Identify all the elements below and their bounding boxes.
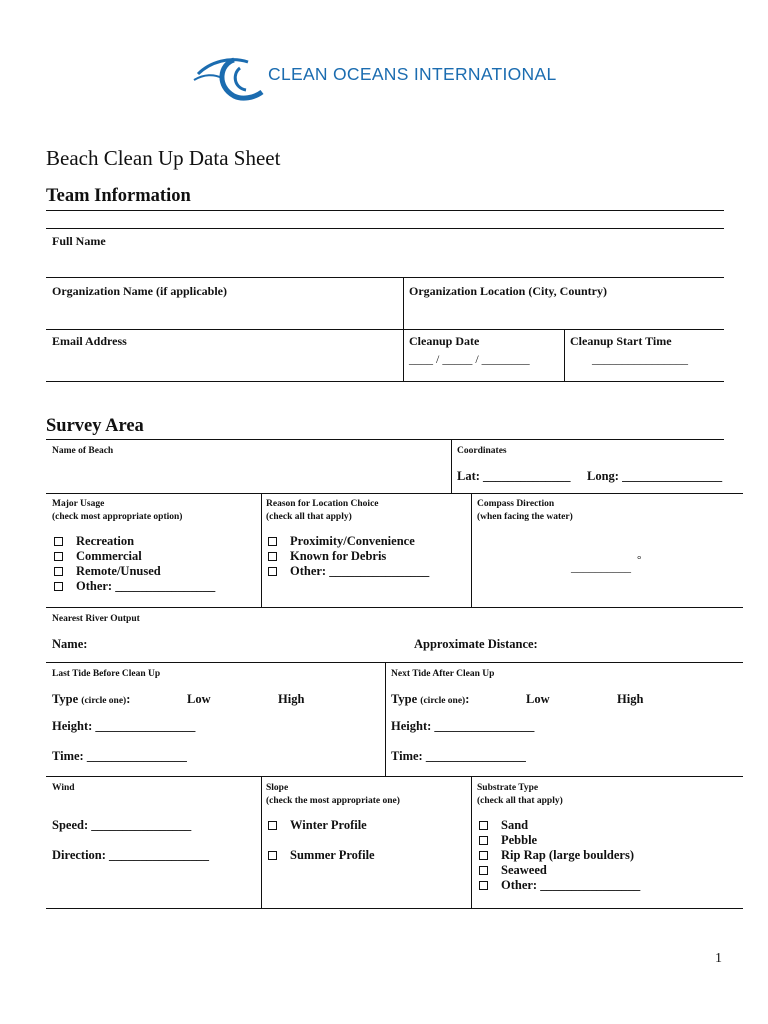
checkbox[interactable] bbox=[479, 851, 488, 860]
checkbox[interactable] bbox=[54, 552, 63, 561]
substrate-option-seaweed[interactable]: Seaweed bbox=[479, 863, 640, 878]
divider bbox=[46, 329, 724, 330]
major-usage-label: Major Usage bbox=[52, 499, 105, 509]
substrate-option-pebble[interactable]: Pebble bbox=[479, 833, 640, 848]
divider bbox=[46, 493, 743, 494]
divider bbox=[46, 277, 724, 278]
checkbox[interactable] bbox=[54, 567, 63, 576]
slope-option-summer[interactable]: Summer Profile bbox=[268, 848, 375, 863]
reason-options bbox=[268, 534, 429, 579]
river-name-field[interactable]: Name: bbox=[52, 637, 88, 651]
checkbox[interactable] bbox=[54, 537, 63, 546]
major-usage-options bbox=[54, 534, 215, 594]
checkbox[interactable] bbox=[479, 866, 488, 875]
substrate-label: Substrate Type bbox=[477, 783, 539, 793]
divider bbox=[46, 210, 724, 211]
checkbox[interactable] bbox=[268, 552, 277, 561]
checkbox[interactable] bbox=[479, 881, 488, 890]
substrate-option-sand[interactable]: Sand bbox=[479, 818, 640, 833]
divider bbox=[261, 776, 262, 909]
divider bbox=[46, 776, 743, 777]
divider bbox=[46, 908, 743, 909]
divider bbox=[46, 381, 724, 382]
divider bbox=[261, 493, 262, 607]
next-tide-label: Next Tide After Clean Up bbox=[391, 669, 495, 679]
last-tide-label: Last Tide Before Clean Up bbox=[52, 669, 161, 679]
checkbox[interactable] bbox=[479, 836, 488, 845]
last-tide-type[interactable]: Type (circle one): bbox=[52, 692, 131, 706]
usage-option-other[interactable]: Other: ________________ bbox=[54, 579, 215, 594]
checkbox[interactable] bbox=[268, 537, 277, 546]
substrate-options bbox=[479, 818, 640, 893]
slope-hint: (check the most appropriate one) bbox=[266, 796, 400, 806]
major-usage-hint: (check most appropriate option) bbox=[52, 512, 183, 522]
substrate-option-other[interactable]: Other: ________________ bbox=[479, 878, 640, 893]
last-tide-time-field[interactable]: Time: ________________ bbox=[52, 749, 187, 763]
next-tide-type[interactable]: Type (circle one): bbox=[391, 692, 470, 706]
team-information-heading: Team Information bbox=[46, 186, 191, 206]
wind-direction-field[interactable]: Direction: ________________ bbox=[52, 848, 210, 862]
cleanup-date-field[interactable]: ____ / _____ / ________ bbox=[409, 352, 530, 366]
checkbox[interactable] bbox=[54, 582, 63, 591]
substrate-hint: (check all that apply) bbox=[477, 796, 563, 806]
checkbox[interactable] bbox=[479, 821, 488, 830]
divider bbox=[46, 439, 724, 440]
last-tide-low[interactable]: Low bbox=[187, 692, 211, 706]
reason-hint: (check all that apply) bbox=[266, 512, 352, 522]
divider bbox=[471, 493, 472, 607]
org-name-label: Organization Name (if applicable) bbox=[52, 284, 227, 298]
compass-hint: (when facing the water) bbox=[477, 512, 573, 522]
divider bbox=[46, 228, 724, 229]
logo-text: CLEAN OCEANS INTERNATIONAL bbox=[268, 64, 557, 84]
river-distance-field[interactable]: Approximate Distance: bbox=[414, 637, 538, 651]
latitude-field[interactable]: Lat: ______________ bbox=[457, 469, 571, 483]
divider bbox=[46, 662, 743, 663]
start-time-label: Cleanup Start Time bbox=[570, 334, 672, 348]
email-label: Email Address bbox=[52, 334, 127, 348]
next-tide-low[interactable]: Low bbox=[526, 692, 550, 706]
usage-option-recreation[interactable]: Recreation bbox=[54, 534, 215, 549]
river-label: Nearest River Output bbox=[52, 614, 140, 624]
checkbox[interactable] bbox=[268, 567, 277, 576]
survey-area-heading: Survey Area bbox=[46, 416, 144, 436]
next-tide-height-field[interactable]: Height: ________________ bbox=[391, 719, 535, 733]
checkbox[interactable] bbox=[268, 821, 277, 830]
cleanup-date-label: Cleanup Date bbox=[409, 334, 480, 348]
compass-label: Compass Direction bbox=[477, 499, 555, 509]
usage-option-commercial[interactable]: Commercial bbox=[54, 549, 215, 564]
reason-option-debris[interactable]: Known for Debris bbox=[268, 549, 429, 564]
document-title: Beach Clean Up Data Sheet bbox=[46, 146, 281, 170]
next-tide-time-field[interactable]: Time: ________________ bbox=[391, 749, 526, 763]
start-time-field[interactable]: ________________ bbox=[592, 352, 688, 366]
divider bbox=[385, 662, 386, 776]
slope-label: Slope bbox=[266, 783, 289, 793]
longitude-field[interactable]: Long: ________________ bbox=[587, 469, 723, 483]
substrate-option-riprap[interactable]: Rip Rap (large boulders) bbox=[479, 848, 640, 863]
wind-label: Wind bbox=[52, 783, 75, 793]
reason-option-proximity[interactable]: Proximity/Convenience bbox=[268, 534, 429, 549]
checkbox[interactable] bbox=[268, 851, 277, 860]
slope-option-winter[interactable]: Winter Profile bbox=[268, 818, 367, 833]
reason-option-other[interactable]: Other: ________________ bbox=[268, 564, 429, 579]
usage-option-remote[interactable]: Remote/Unused bbox=[54, 564, 215, 579]
wind-speed-field[interactable]: Speed: ________________ bbox=[52, 818, 192, 832]
reason-label: Reason for Location Choice bbox=[266, 499, 379, 509]
divider bbox=[564, 329, 565, 381]
degree-symbol: ° bbox=[637, 554, 642, 566]
last-tide-height-field[interactable]: Height: ________________ bbox=[52, 719, 196, 733]
divider bbox=[471, 776, 472, 909]
divider bbox=[46, 607, 743, 608]
beach-name-label: Name of Beach bbox=[52, 446, 114, 456]
last-tide-high[interactable]: High bbox=[278, 692, 305, 706]
coordinates-label: Coordinates bbox=[457, 446, 507, 456]
org-location-label: Organization Location (City, Country) bbox=[409, 284, 607, 298]
full-name-label: Full Name bbox=[52, 234, 106, 248]
page-number: 1 bbox=[715, 951, 722, 966]
next-tide-high[interactable]: High bbox=[617, 692, 644, 706]
compass-field[interactable]: __________ bbox=[571, 560, 631, 574]
divider bbox=[451, 439, 452, 493]
